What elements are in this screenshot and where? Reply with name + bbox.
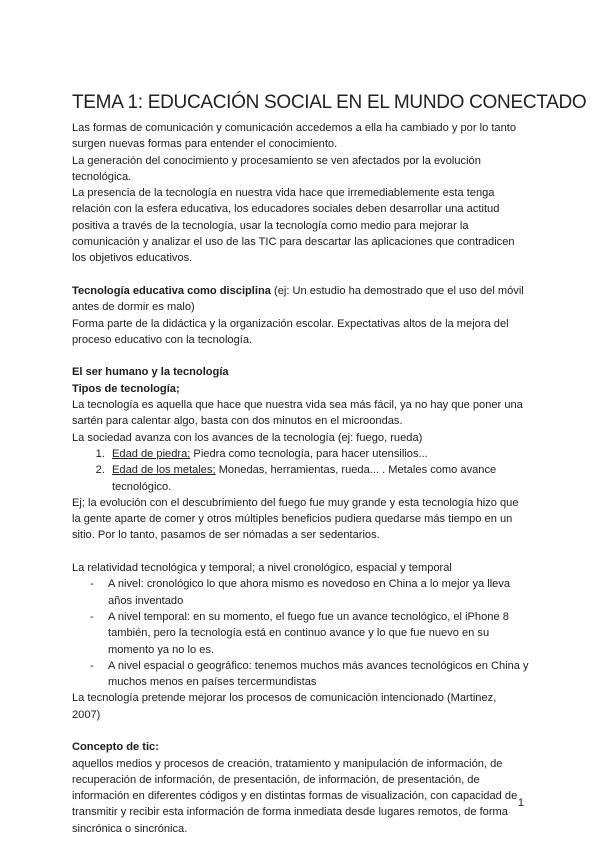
dash-marker: -	[90, 610, 94, 623]
tecnologia-educativa-heading-line	[72, 283, 532, 299]
list-item	[90, 576, 532, 609]
ser-humano-line: La sociedad avanza con los avances de la tecnología (ej: fuego, rueda)	[72, 431, 423, 444]
intro-line: Las formas de comunicación y comunicación accedemos a ella ha cambiado y por lo tanto	[72, 122, 516, 134]
ser-humano-line: La tecnología es aquella que hace que nuestra vida sea más fácil, ya no hay que poner una	[72, 399, 523, 412]
list-item-text: Piedra como tecnología, para hacer utensilios...	[190, 447, 428, 460]
list-item-text: Monedas, herramientas, rueda... . Metales como avance tecnológico.	[112, 464, 497, 493]
example-line: sitio. Por lo tanto, pasamos de ser nómadas a ser sedentarios.	[72, 529, 380, 542]
intro-line: surgen nuevas formas para entender el conocimiento.	[72, 138, 338, 151]
list-item	[90, 658, 532, 691]
tecnologia-educativa-line: Forma parte de la didáctica y la organización escolar. Expectativas altos de la mejora del	[72, 317, 509, 330]
example-line: Ej; la evolución con el descubrimiento del fuego fue muy grande y esta tecnología hizo que	[72, 496, 519, 509]
intro-line: relación con la esfera educativa, los educadores sociales deben desarrollar una actitud	[72, 203, 500, 216]
dash-marker: -	[90, 578, 94, 591]
intro-line: comunicación y analizar el uso de las TIC para descartar las aplicaciones que contradicen	[72, 236, 515, 249]
document-body	[72, 120, 532, 837]
edades-list	[72, 446, 532, 495]
intro-line: La generación del conocimiento y procesamiento se ven afectados por la evolución	[72, 154, 481, 167]
tecnologia-educativa-heading: Tecnología educativa como disciplina	[72, 284, 271, 297]
tecnologia-educativa-line: proceso educativo con la tecnología.	[72, 333, 253, 346]
intro-line: La presencia de la tecnología en nuestra vida hace que irremediablemente esta tenga	[72, 187, 495, 200]
list-item	[108, 462, 532, 495]
concepto-tic-line: transmitir y recibir esta información de forma inmediata desde lugares remotos, de forma	[72, 806, 508, 819]
ser-humano-heading: El ser humano y la tecnología	[72, 366, 229, 379]
concepto-tic-line: recuperación de información, de presentación, de información, de presentación, de	[72, 773, 480, 786]
concepto-tic-line: información en diferentes códigos y en distintas formas de visualización, con capacidad de	[72, 790, 518, 803]
concepto-tic-heading: Concepto de tic:	[72, 741, 159, 754]
list-item-text: A nivel espacial o geográfico: tenemos muchos más avances tecnológicos en China y muchos menos en países tercermundistas	[108, 659, 529, 689]
intro-line: tecnológica.	[72, 170, 132, 183]
tecnologia-educativa-example: (ej: Un estudio ha demostrado que el uso del móvil	[270, 284, 524, 297]
relatividad-list	[72, 576, 532, 690]
list-item	[108, 446, 532, 462]
intro-line: positiva a través de la tecnología, usar la tecnología como medio para mejorar la	[72, 219, 469, 232]
ser-humano-line: sartén para calentar algo, basta con dos minutos en el microondas.	[72, 415, 403, 428]
list-item-text: A nivel: cronológico lo que ahora mismo es novedoso en China a lo mejor ya lleva años inventado	[108, 578, 511, 607]
tipos-tecnologia-heading: Tipos de tecnología;	[72, 382, 180, 395]
list-item	[90, 609, 532, 658]
tecnologia-educativa-line: antes de dormir es malo)	[72, 301, 195, 314]
list-item-term: Edad de los metales;	[112, 464, 216, 477]
page-number: 1	[517, 797, 524, 809]
list-item-text: A nivel temporal: en su momento, el fuego fue un avance tecnológico, el iPhone 8 también, pero la tecnología está en continuo avance y lo que fue nuevo en su momento ya no lo es.	[108, 610, 509, 656]
relatividad-intro: La relatividad tecnológica y temporal; a nivel cronológico, espacial y temporal	[72, 562, 452, 575]
list-item-term: Edad de piedra;	[112, 447, 191, 460]
page-title: TEMA 1: EDUCACIÓN SOCIAL EN EL MUNDO CONECTADO	[72, 92, 587, 113]
concepto-tic-line: aquellos medios y procesos de creación, tratamiento y manipulación de información, de	[72, 757, 503, 770]
relatividad-closing-line: 2007)	[72, 708, 101, 721]
example-line: la gente aparte de comer y otros múltiples beneficios pudiera quedarse más tiempo en un	[72, 513, 513, 526]
relatividad-closing-line: La tecnología pretende mejorar los procesos de comunicación intencionado (Martinez,	[72, 692, 497, 705]
dash-marker: -	[90, 659, 94, 672]
intro-line: los objetivos educativos.	[72, 252, 193, 265]
concepto-tic-line: sincrónica o sincrónica.	[72, 822, 188, 835]
